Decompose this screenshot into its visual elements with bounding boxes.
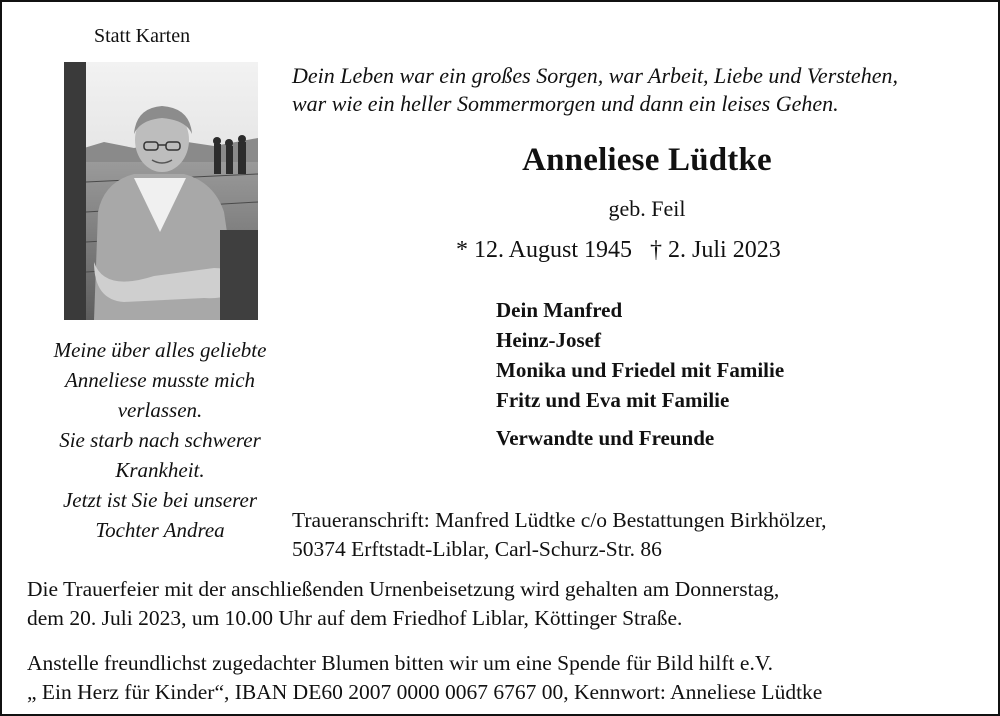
mourning-address bbox=[292, 506, 827, 564]
message-line: Sie starb nach schwerer bbox=[59, 428, 261, 452]
mourner-entry: Verwandte und Freunde bbox=[496, 426, 715, 450]
message-line: Tochter Andrea bbox=[95, 518, 225, 542]
message-line: Jetzt ist Sie bei unserer bbox=[62, 488, 257, 512]
address-line: 50374 Erftstadt-Liblar, Carl-Schurz-Str. 86 bbox=[292, 537, 662, 561]
message-line: Meine über alles geliebte bbox=[53, 338, 267, 362]
personal-message bbox=[20, 335, 300, 545]
motto-verse bbox=[292, 62, 898, 118]
ceremony-info bbox=[27, 575, 779, 633]
message-line: Anneliese musste mich bbox=[64, 368, 256, 392]
message-line: Krankheit. bbox=[115, 458, 205, 482]
deceased-name: Anneliese Lüdtke bbox=[522, 142, 772, 178]
ceremony-line: Die Trauerfeier mit der anschließenden Urnenbeisetzung wird gehalten am Donnerstag, bbox=[27, 577, 780, 601]
birth-name: geb. Feil bbox=[608, 196, 686, 221]
donation-info bbox=[27, 649, 822, 707]
message-line: verlassen. bbox=[117, 398, 203, 422]
motto-line: war wie ein heller Sommermorgen und dann ein leises Gehen. bbox=[292, 91, 839, 116]
mourner-entry: Dein Manfred bbox=[496, 298, 623, 322]
mourner-entry: Fritz und Eva mit Familie bbox=[496, 388, 730, 412]
statt-karten-label: Statt Karten bbox=[94, 25, 191, 47]
motto-line: Dein Leben war ein großes Sorgen, war Arbeit, Liebe und Verstehen, bbox=[292, 63, 898, 88]
donation-line: „ Ein Herz für Kinder“, IBAN DE60 2007 0000 0067 6767 00, Kennwort: Anneliese Lüdtke bbox=[27, 680, 823, 704]
mourner-entry: Monika und Friedel mit Familie bbox=[496, 358, 785, 382]
mourner-entry: Heinz-Josef bbox=[496, 328, 601, 352]
portrait-photo bbox=[64, 62, 258, 320]
address-line: Traueranschrift: Manfred Lüdtke c/o Bestattungen Birkhölzer, bbox=[292, 508, 827, 532]
birth-date: * 12. August 1945 bbox=[456, 237, 633, 263]
life-dates bbox=[456, 237, 781, 264]
death-date: † 2. Juli 2023 bbox=[650, 237, 781, 263]
mourners-list bbox=[496, 295, 784, 453]
donation-line: Anstelle freundlichst zugedachter Blumen bitten wir um eine Spende für Bild hilft e.V. bbox=[27, 651, 773, 675]
ceremony-line: dem 20. Juli 2023, um 10.00 Uhr auf dem Friedhof Liblar, Köttinger Straße. bbox=[27, 606, 683, 630]
